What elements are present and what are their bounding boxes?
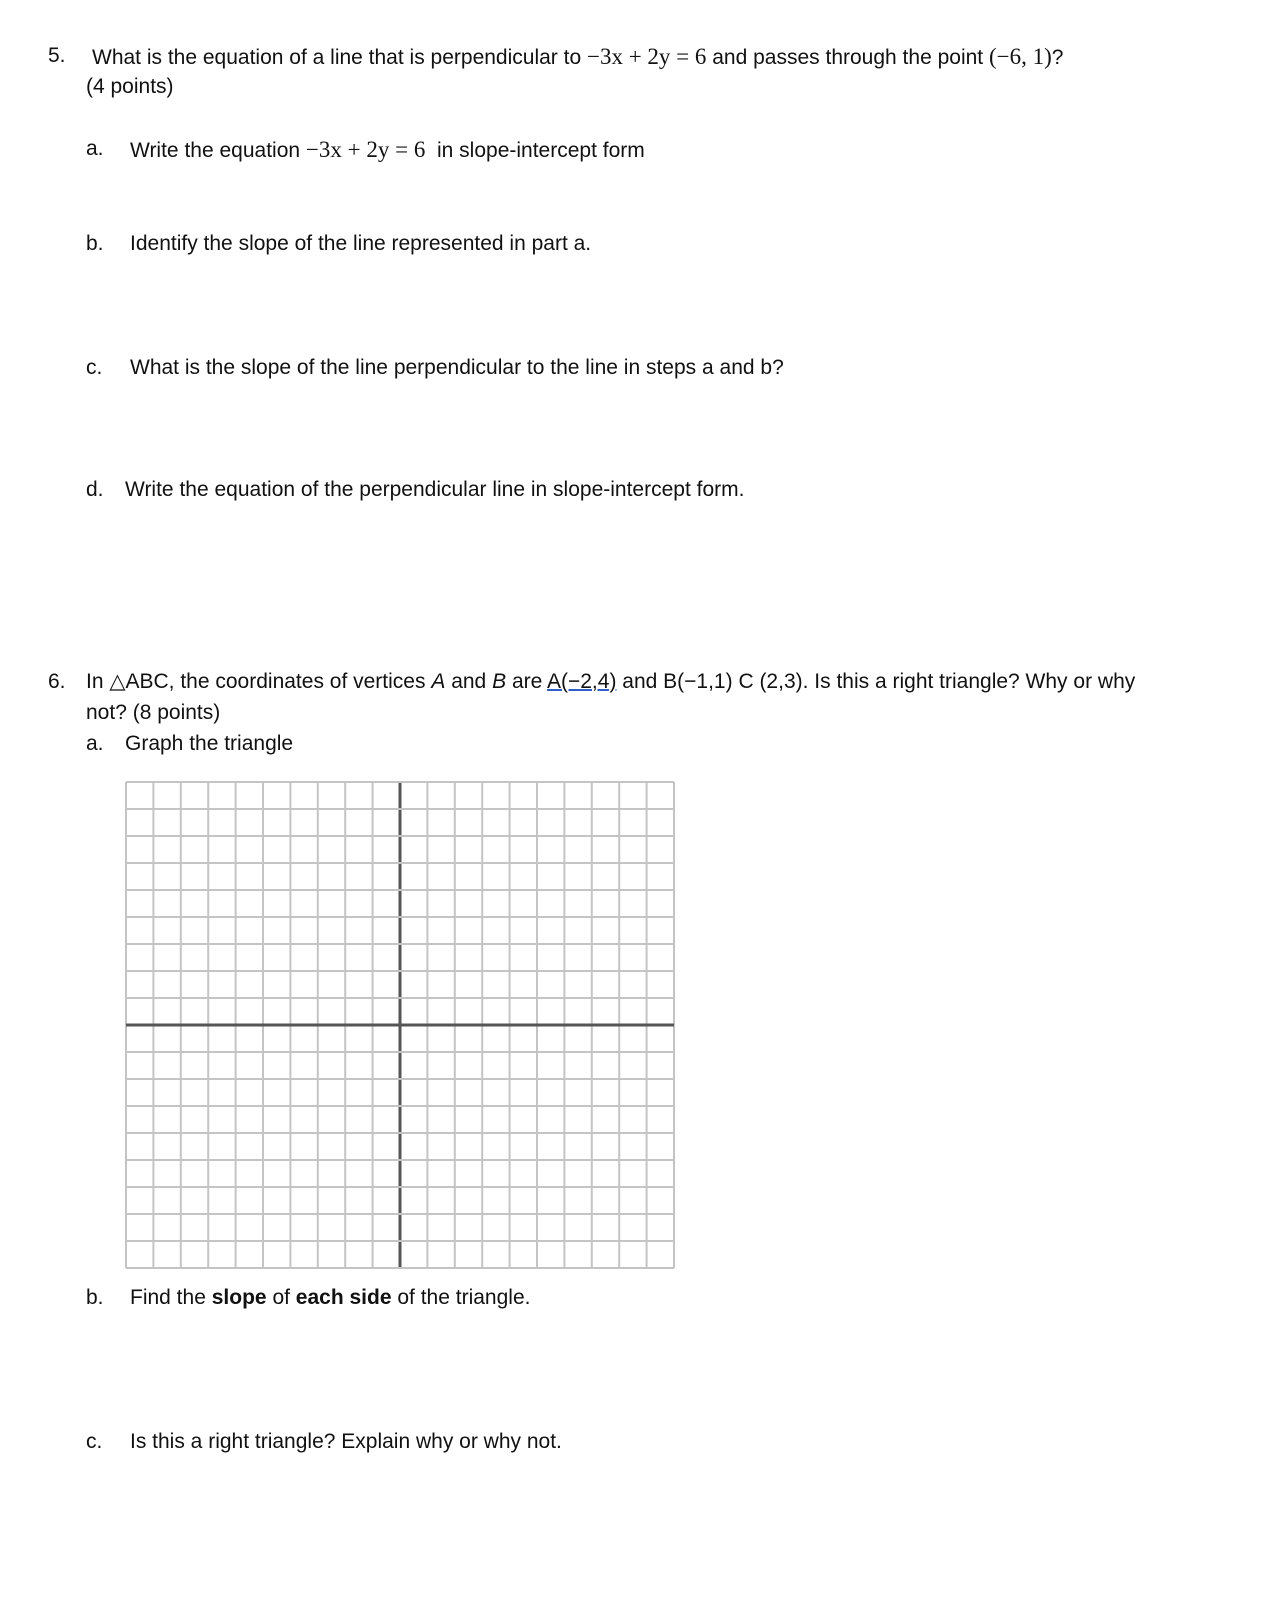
q6-line2: not? (8 points) bbox=[86, 701, 221, 724]
q6b-bold-each-side: each side bbox=[295, 1286, 392, 1309]
q6-line1-pre: In △ABC, the coordinates of vertices bbox=[86, 670, 426, 693]
q5d-label: d. bbox=[86, 478, 104, 501]
q5b-label: b. bbox=[86, 232, 104, 255]
q5a-pre: Write the equation bbox=[130, 139, 301, 162]
q5a-post: in slope-intercept form bbox=[437, 139, 645, 162]
q6b-pre: Find the bbox=[130, 1286, 206, 1309]
q6-rest: and B(−1,1) C (2,3). Is this a right triangle? Why or why bbox=[622, 670, 1136, 693]
q5c-label: c. bbox=[86, 356, 103, 379]
q6-and: and bbox=[451, 670, 487, 693]
q6a-label: a. bbox=[86, 732, 104, 755]
q6b-mid: of bbox=[272, 1286, 290, 1309]
q6-vertex-a: A bbox=[431, 670, 446, 693]
q6c-text: Is this a right triangle? Explain why or why not. bbox=[130, 1430, 562, 1453]
q6b-label: b. bbox=[86, 1286, 104, 1309]
coordinate-grid[interactable] bbox=[124, 780, 680, 1272]
q5a-text bbox=[130, 135, 645, 165]
q5-number: 5. bbox=[48, 44, 66, 67]
q6-are: are bbox=[511, 670, 543, 693]
q6b-text bbox=[130, 1284, 530, 1311]
q5d-text: Write the equation of the perpendicular line in slope-intercept form. bbox=[125, 478, 745, 501]
q5-prompt-end: ? bbox=[1051, 46, 1064, 69]
q6-vertex-b: B bbox=[492, 670, 507, 693]
q5-points: (4 points) bbox=[86, 75, 174, 98]
q5-equation: −3x + 2y = 6 bbox=[586, 44, 707, 69]
q6-prompt bbox=[86, 668, 1135, 695]
q6b-bold-slope: slope bbox=[211, 1286, 267, 1309]
q5-prompt-mid: and passes through the point bbox=[712, 46, 984, 69]
q5-prompt-pre: What is the equation of a line that is perpendicular to bbox=[92, 46, 582, 69]
q6a-text: Graph the triangle bbox=[125, 732, 294, 755]
q5a-equation: −3x + 2y = 6 bbox=[305, 137, 426, 162]
q5b-text: Identify the slope of the line represented in part a. bbox=[130, 232, 592, 255]
q5-prompt bbox=[92, 42, 1063, 72]
q5a-label: a. bbox=[86, 137, 104, 160]
q6c-label: c. bbox=[86, 1430, 103, 1453]
q6-point-a: A(−2,4) bbox=[546, 670, 617, 693]
q6-number: 6. bbox=[48, 670, 66, 693]
q5c-text: What is the slope of the line perpendicular to the line in steps a and b? bbox=[130, 356, 784, 379]
q5-point: (−6, 1) bbox=[988, 44, 1052, 69]
q6b-post: of the triangle. bbox=[397, 1286, 531, 1309]
